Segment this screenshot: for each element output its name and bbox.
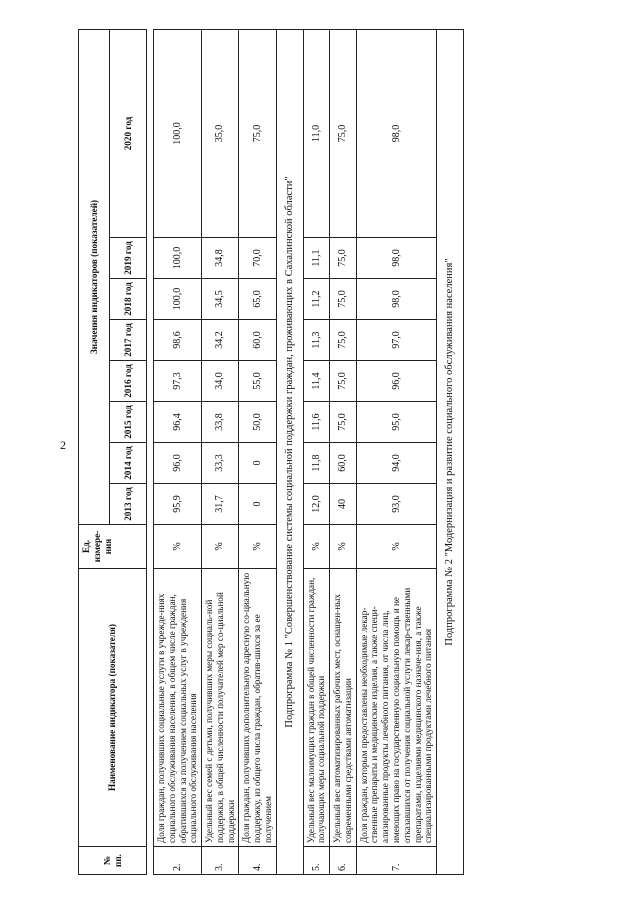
value-cell: 98,0 xyxy=(356,238,436,279)
row-number: 6. xyxy=(330,847,357,875)
value-cell: 96,4 xyxy=(154,402,202,443)
value-cell: 100,0 xyxy=(154,279,202,320)
unit-cell: % xyxy=(239,525,276,569)
value-cell: 34,8 xyxy=(202,238,239,279)
header-values: Значения индикаторов (показателей) xyxy=(79,29,110,524)
value-cell: 33,3 xyxy=(202,443,239,484)
value-cell: 75,0 xyxy=(330,279,357,320)
year-header: 2014 год xyxy=(110,443,147,484)
page-number: 2 xyxy=(60,438,66,452)
indicator-row xyxy=(202,29,239,874)
value-cell: 70,0 xyxy=(239,238,276,279)
value-cell: 11,3 xyxy=(303,320,330,361)
year-header: 2020 год xyxy=(110,29,147,237)
value-cell: 95,9 xyxy=(154,484,202,525)
value-cell: 95,0 xyxy=(356,402,436,443)
value-cell: 12,0 xyxy=(303,484,330,525)
subprogram-title: Подпрограмма № 2 "Модернизация и развитие социального обслуживания населения" xyxy=(437,29,464,874)
year-header: 2015 год xyxy=(110,402,147,443)
value-cell: 35,0 xyxy=(202,29,239,237)
value-cell: 75,0 xyxy=(330,320,357,361)
unit-cell: % xyxy=(154,525,202,569)
value-cell: 65,0 xyxy=(239,279,276,320)
year-header: 2017 год xyxy=(110,320,147,361)
value-cell: 40 xyxy=(330,484,357,525)
header-gap xyxy=(147,29,154,874)
value-cell: 55,0 xyxy=(239,361,276,402)
row-number: 3. xyxy=(202,847,239,875)
unit-cell: % xyxy=(202,525,239,569)
value-cell: 11,4 xyxy=(303,361,330,402)
header-unit: Ед. измере-ния xyxy=(79,525,147,569)
value-cell: 11,1 xyxy=(303,238,330,279)
value-cell: 97,0 xyxy=(356,320,436,361)
indicator-row xyxy=(303,29,330,874)
value-cell: 75,0 xyxy=(330,361,357,402)
header-name: Наименование индикатора (показателя) xyxy=(79,569,147,847)
value-cell: 96,0 xyxy=(356,361,436,402)
value-cell: 11,6 xyxy=(303,402,330,443)
value-cell: 98,0 xyxy=(356,29,436,237)
value-cell: 97,3 xyxy=(154,361,202,402)
header-num: № пп. xyxy=(79,847,147,875)
value-cell: 11,2 xyxy=(303,279,330,320)
value-cell: 60,0 xyxy=(330,443,357,484)
value-cell: 34,2 xyxy=(202,320,239,361)
value-cell: 94,0 xyxy=(356,443,436,484)
row-number: 2. xyxy=(154,847,202,875)
value-cell: 100,0 xyxy=(154,238,202,279)
value-cell: 98,0 xyxy=(356,279,436,320)
value-cell: 11,0 xyxy=(303,29,330,237)
indicator-name: Доля граждан, которым предоставлены необходимые лекар-ственные препараты и медицинские изделия, а также специ-ализированные продукты лечебного питания, от числа лиц, имеющих право на государственную социальную помощь и не отказавшихся от получения социальной услуги лекар-ственными препаратами, изделиями медицинского назначе-ния, а также специализированными продуктами лечебного питания xyxy=(356,569,436,847)
indicator-name: Доля граждан, получивших социальные услуги в учрежде-ниях социального обслуживания населения, в общем числе граждан, обратившихся за получением социальных услуг в учреждения социального обслуживания населения xyxy=(154,569,202,847)
year-header: 2019 год xyxy=(110,238,147,279)
indicator-row xyxy=(239,29,276,874)
value-cell: 75,0 xyxy=(330,402,357,443)
year-header: 2018 год xyxy=(110,279,147,320)
value-cell: 60,0 xyxy=(239,320,276,361)
subprogram-row xyxy=(437,29,464,874)
value-cell: 31,7 xyxy=(202,484,239,525)
value-cell: 34,0 xyxy=(202,361,239,402)
value-cell: 75,0 xyxy=(239,29,276,237)
indicator-row xyxy=(330,29,357,874)
indicator-name: Удельный вес автоматизированных рабочих мест, оснащен-ных современными средствами автоматизации xyxy=(330,569,357,847)
unit-cell: % xyxy=(330,525,357,569)
value-cell: 93,0 xyxy=(356,484,436,525)
value-cell: 100,0 xyxy=(154,29,202,237)
indicators-table xyxy=(78,29,464,875)
value-cell: 50,0 xyxy=(239,402,276,443)
value-cell: 0 xyxy=(239,443,276,484)
subprogram-title: Подпрограмма № 1 "Совершенствование системы социальной поддержки граждан, проживающих в Сахалинской области" xyxy=(276,29,303,874)
indicator-name: Доля граждан, получивших дополнительную адресную со-циальную поддержку, из общего числа граждан, обратив-шихся за ее получением xyxy=(239,569,276,847)
indicator-row xyxy=(154,29,202,874)
year-header: 2016 год xyxy=(110,361,147,402)
indicator-name: Удельный вес малоимущих граждан в общей численности граждан, получающих меры социальной поддержки xyxy=(303,569,330,847)
value-cell: 75,0 xyxy=(330,29,357,237)
value-cell: 11,8 xyxy=(303,443,330,484)
table-body xyxy=(154,29,464,874)
year-header: 2013 год xyxy=(110,484,147,525)
row-number: 4. xyxy=(239,847,276,875)
unit-cell: % xyxy=(356,525,436,569)
table-header-row xyxy=(79,29,110,874)
value-cell: 98,6 xyxy=(154,320,202,361)
value-cell: 34,5 xyxy=(202,279,239,320)
subprogram-row xyxy=(276,29,303,874)
value-cell: 75,0 xyxy=(330,238,357,279)
value-cell: 0 xyxy=(239,484,276,525)
row-number: 7. xyxy=(356,847,436,875)
indicator-row xyxy=(356,29,436,874)
row-number: 5. xyxy=(303,847,330,875)
value-cell: 96,0 xyxy=(154,443,202,484)
indicator-name: Удельный вес семей с детьми, получивших меры социаль-ной поддержки, в общей численности получателей мер со-циальной поддержки xyxy=(202,569,239,847)
unit-cell: % xyxy=(303,525,330,569)
value-cell: 33,8 xyxy=(202,402,239,443)
rotated-table-wrapper xyxy=(78,30,618,875)
